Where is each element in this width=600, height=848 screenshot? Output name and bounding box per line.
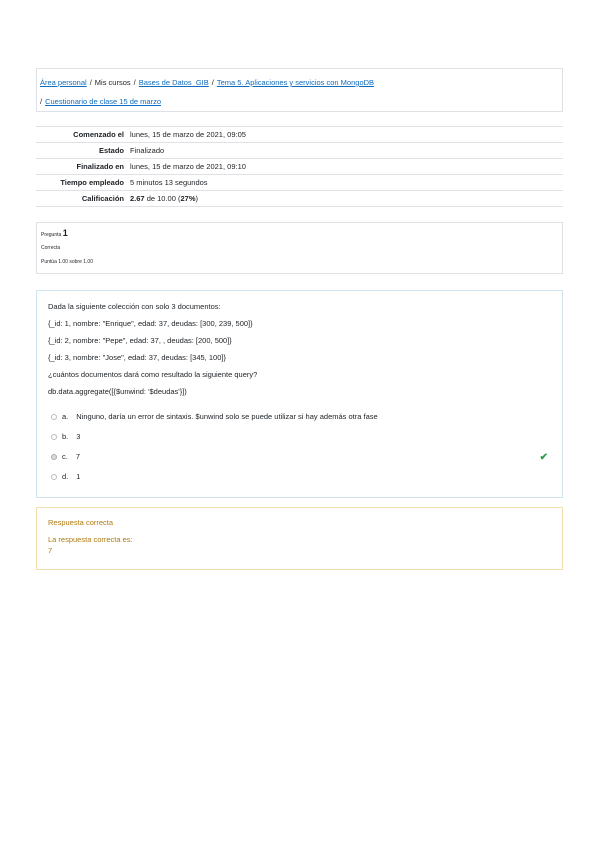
answer-letter: b.: [62, 432, 69, 441]
summary-row-grade: [36, 191, 563, 207]
summary-row-started: [36, 127, 563, 143]
question-number-value: 1: [62, 228, 68, 238]
summary-row-finished: [36, 159, 563, 175]
summary-grade: [127, 191, 563, 207]
answer-option-c[interactable]: [51, 452, 80, 461]
answer-letter: a.: [62, 412, 69, 421]
question-text-line: {_id: 3, nombre: "Jose", edad: 37, deudas: [345, 100]}: [48, 353, 226, 362]
answer-text: 1: [76, 472, 81, 481]
answer-option-a[interactable]: [51, 412, 378, 421]
summary-label: Estado: [36, 143, 127, 159]
answer-letter: d.: [62, 472, 69, 481]
radio-button[interactable]: [51, 434, 57, 440]
right-answer-value: 7: [48, 546, 53, 555]
grade-score: 2.67: [130, 194, 145, 203]
breadcrumb-quiz[interactable]: Cuestionario de clase 15 de marzo: [45, 97, 161, 106]
question-text-line: Dada la siguiente colección con solo 3 documentos:: [48, 302, 221, 311]
breadcrumb-mis-cursos: Mis cursos: [94, 78, 131, 87]
breadcrumb-separator: /: [133, 78, 136, 87]
question-text-line: {_id: 1, nombre: "Enrique", edad: 37, deudas: [300, 239, 500]}: [48, 319, 253, 328]
summary-value: lunes, 15 de marzo de 2021, 09:10: [127, 159, 563, 175]
attempt-summary-table: [36, 126, 563, 207]
breadcrumb-separator: /: [89, 78, 92, 87]
answer-text: 7: [75, 452, 81, 461]
summary-label: Finalizado en: [36, 159, 127, 175]
question-grade: Puntúa 1.00 sobre 1.00: [41, 259, 93, 265]
summary-label: Comenzado el: [36, 127, 127, 143]
breadcrumb-topic[interactable]: Tema 5. Aplicaciones y servicios con MongoDB: [216, 78, 375, 87]
summary-value: 5 minutos 13 segundos: [127, 175, 563, 191]
question-text-line: {_id: 2, nombre: "Pepe", edad: 37, , deudas: [200, 500]}: [48, 336, 232, 345]
feedback-result: Respuesta correcta: [48, 518, 114, 527]
breadcrumb-course[interactable]: Bases de Datos_GIB: [138, 78, 209, 87]
radio-button-selected[interactable]: [51, 454, 57, 460]
radio-button[interactable]: [51, 474, 57, 480]
question-text-line: ¿cuántos documentos dará como resultado la siguiente query?: [48, 370, 258, 379]
question-state: Correcta: [41, 245, 61, 251]
correct-check-icon: ✔: [539, 452, 548, 463]
breadcrumb-separator: /: [40, 97, 43, 106]
question-text-line: db.data.aggregate([{$unwind: '$deudas'}]): [48, 387, 187, 396]
grade-close: ): [195, 194, 198, 203]
question-prefix: Pregunta: [41, 232, 62, 238]
summary-label: Calificación: [36, 191, 127, 207]
summary-row-time: [36, 175, 563, 191]
answer-option-d[interactable]: [51, 472, 80, 481]
answer-text: 3: [76, 432, 81, 441]
summary-label: Tiempo empleado: [36, 175, 127, 191]
question-info: [36, 222, 563, 274]
grade-percent: 27%: [180, 194, 196, 203]
summary-value: Finalizado: [127, 143, 563, 159]
breadcrumb-separator: /: [211, 78, 214, 87]
summary-value: lunes, 15 de marzo de 2021, 09:05: [127, 127, 563, 143]
answer-letter: c.: [62, 452, 68, 461]
answer-option-b[interactable]: [51, 432, 80, 441]
breadcrumb-area-personal[interactable]: Área personal: [40, 78, 87, 87]
summary-row-state: [36, 143, 563, 159]
question-number: [41, 228, 68, 240]
radio-button[interactable]: [51, 414, 57, 420]
question-formulation: [36, 290, 563, 498]
right-answer-label: La respuesta correcta es:: [48, 535, 133, 544]
breadcrumb: [36, 68, 563, 112]
feedback-box: [36, 507, 563, 570]
grade-rest: de 10.00 (: [146, 194, 181, 203]
answer-text: Ninguno, daría un error de sintaxis. $unwind solo se puede utilizar si hay además otra fase: [76, 412, 378, 421]
